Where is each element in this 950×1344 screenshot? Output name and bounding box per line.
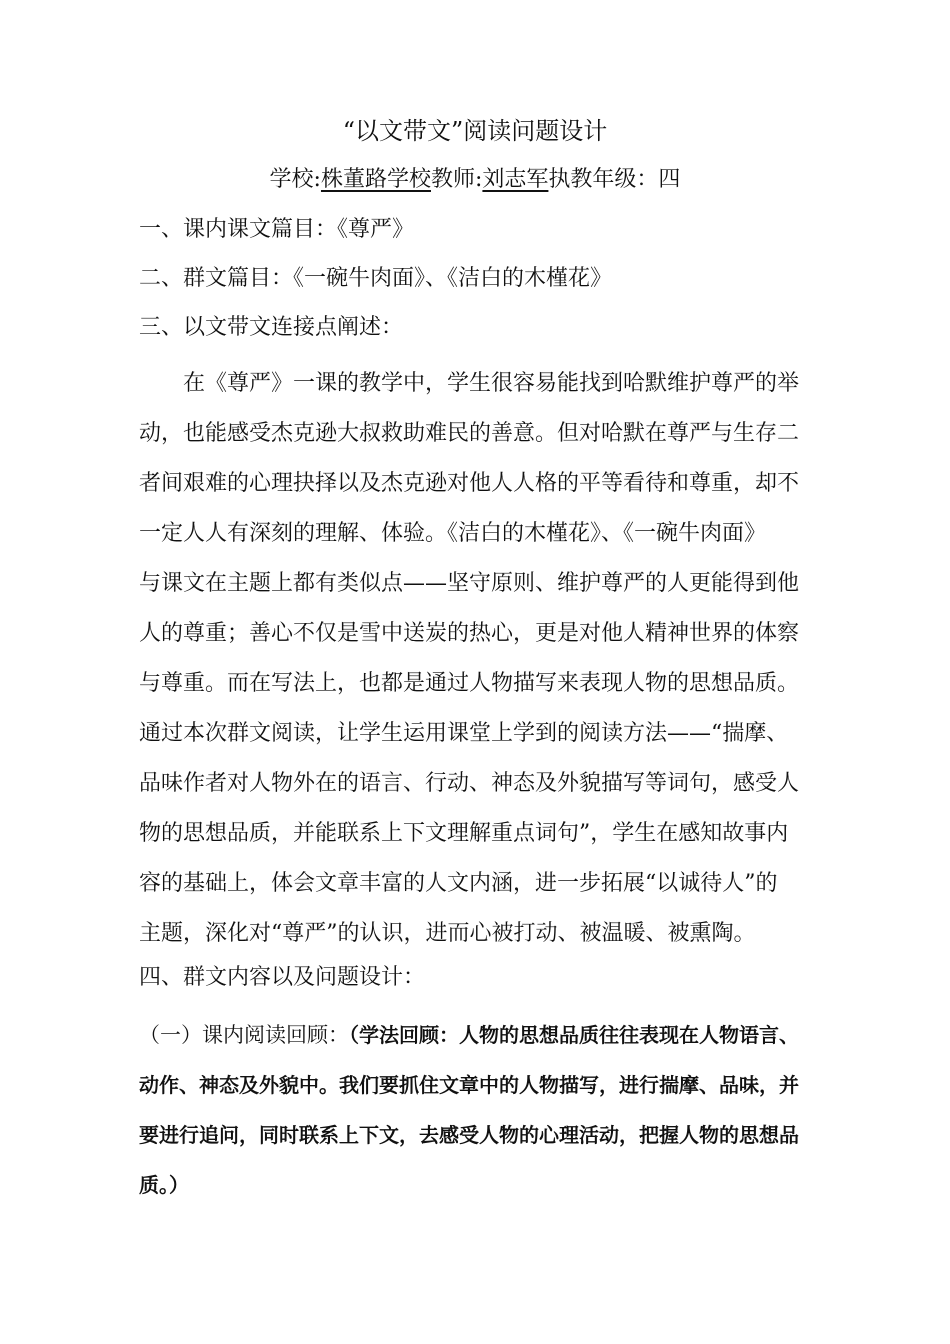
paragraph-line: 人的尊重；善心不仅是雪中送炭的热心，更是对他人精神世界的体察: [139, 621, 800, 646]
paragraph-line: 与课文在主题上都有类似点——坚守原则、维护尊严的人更能得到他: [139, 571, 800, 596]
section-heading-2: 二、群文篇目：《一碗牛肉面》、《洁白的木槿花》: [139, 266, 613, 291]
subsection-label: （一）课内阅读回顾：: [139, 1023, 349, 1047]
paragraph-line: 动，也能感受杰克逊大叔救助难民的善意。但对哈默在尊严与生存二: [139, 421, 800, 446]
teacher-label: 教师:: [430, 167, 483, 192]
method-review-text: （学法回顾：人物的思想品质往往表现在人物语言、: [349, 1023, 799, 1047]
paragraph-line: 者间艰难的心理抉择以及杰克逊对他人人格的平等看待和尊重，却不: [139, 471, 800, 496]
paragraph-line: 容的基础上，体会文章丰富的人文内涵，进一步拓展“以诚待人”的: [139, 871, 778, 896]
author-info: [0, 163, 950, 197]
paragraph-line: 物的思想品质，并能联系上下文理解重点词句”，学生在感知故事内: [139, 821, 789, 846]
connection-paragraph: [139, 359, 829, 959]
section-heading-3: 三、以文带文连接点阐述：: [139, 315, 404, 340]
paragraph-line: 一定人人有深刻的理解、体验。《洁白的木槿花》、《一碗牛肉面》: [139, 521, 767, 546]
section-heading-4: 四、群文内容以及问题设计：: [139, 965, 426, 990]
subsection-review: [139, 1010, 839, 1210]
method-review-text: 质。）: [139, 1173, 189, 1197]
document-title: “以文带文”阅读问题设计: [342, 117, 608, 145]
method-review-text: 要进行追问，同时联系上下文，去感受人物的心理活动，把握人物的思想品: [139, 1123, 799, 1147]
paragraph-line: 与尊重。而在写法上，也都是通过人物描写来表现人物的思想品质。: [139, 671, 800, 696]
school-label: 学校:: [269, 167, 321, 192]
grade-label: 执教年级：四: [548, 167, 681, 192]
method-review-text: 动作、神态及外貌中。我们要抓住文章中的人物描写，进行揣摩、品味，并: [139, 1073, 799, 1097]
section-heading-1: 一、课内课文篇目：《尊严》: [139, 217, 415, 242]
paragraph-line: 在《尊严》一课的教学中，学生很容易能找到哈默维护尊严的举: [183, 371, 800, 396]
paragraph-line: 通过本次群文阅读，让学生运用课堂上学到的阅读方法——“揣摩、: [139, 721, 789, 746]
paragraph-line: 品味作者对人物外在的语言、行动、神态及外貌描写等词句，感受人: [139, 771, 800, 796]
subsection-line: [139, 1010, 839, 1060]
teacher-name: 刘志军: [482, 167, 549, 192]
paragraph-line: 主题，深化对“尊严”的认识，进而心被打动、被温暖、被熏陶。: [139, 921, 756, 946]
school-name: 株董路学校: [320, 167, 431, 192]
